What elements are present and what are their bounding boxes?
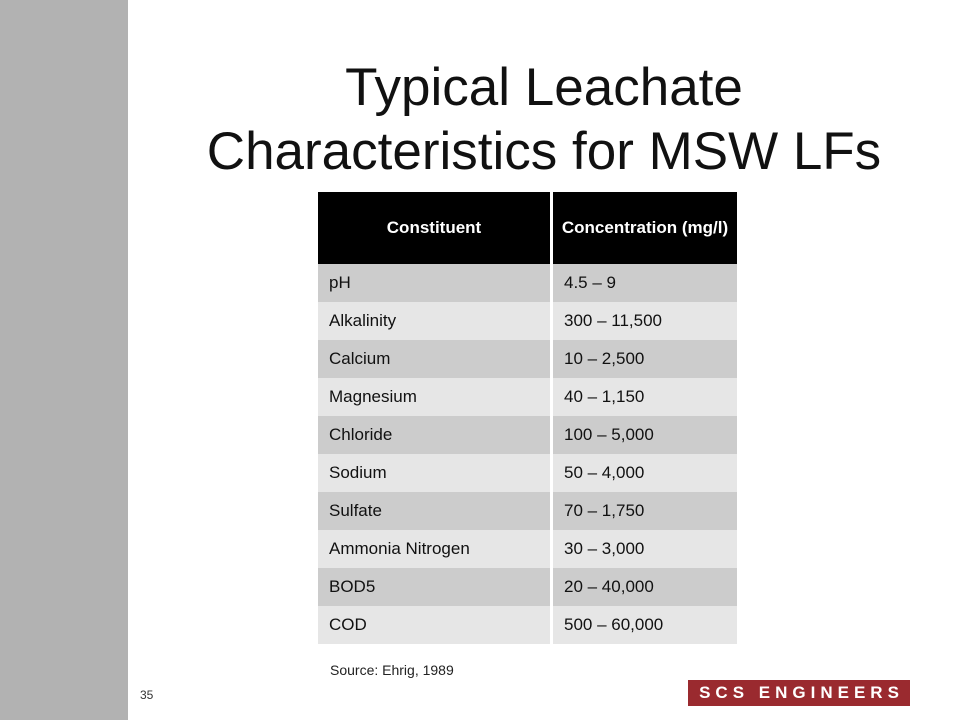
concentration-cell: 4.5 – 9 bbox=[553, 264, 737, 302]
table-row bbox=[318, 378, 737, 416]
constituent-cell: pH bbox=[318, 264, 553, 302]
leachate-table bbox=[318, 192, 737, 644]
constituent-cell: Sodium bbox=[318, 454, 553, 492]
concentration-cell: 500 – 60,000 bbox=[553, 606, 737, 644]
brand-text: SCS ENGINEERS bbox=[699, 683, 904, 702]
concentration-cell: 70 – 1,750 bbox=[553, 492, 737, 530]
concentration-cell: 40 – 1,150 bbox=[553, 378, 737, 416]
concentration-cell: 30 – 3,000 bbox=[553, 530, 737, 568]
source-citation: Source: Ehrig, 1989 bbox=[330, 662, 454, 678]
concentration-cell: 20 – 40,000 bbox=[553, 568, 737, 606]
header-concentration: Concentration (mg/l) bbox=[553, 192, 737, 264]
constituent-cell: Ammonia Nitrogen bbox=[318, 530, 553, 568]
constituent-cell: COD bbox=[318, 606, 553, 644]
constituent-cell: Calcium bbox=[318, 340, 553, 378]
table-row bbox=[318, 530, 737, 568]
sidebar-bar bbox=[0, 0, 128, 720]
table-row bbox=[318, 264, 737, 302]
table-row bbox=[318, 568, 737, 606]
concentration-cell: 300 – 11,500 bbox=[553, 302, 737, 340]
concentration-cell: 50 – 4,000 bbox=[553, 454, 737, 492]
concentration-cell: 10 – 2,500 bbox=[553, 340, 737, 378]
table-row bbox=[318, 340, 737, 378]
slide-title bbox=[128, 56, 960, 184]
constituent-cell: Sulfate bbox=[318, 492, 553, 530]
concentration-cell: 100 – 5,000 bbox=[553, 416, 737, 454]
header-constituent: Constituent bbox=[318, 192, 553, 264]
table-row bbox=[318, 492, 737, 530]
table-header-row bbox=[318, 192, 737, 264]
constituent-cell: Magnesium bbox=[318, 378, 553, 416]
slide-number: 35 bbox=[140, 688, 154, 702]
constituent-cell: Chloride bbox=[318, 416, 553, 454]
title-line-2: Characteristics for MSW LFs bbox=[206, 122, 882, 181]
constituent-cell: BOD5 bbox=[318, 568, 553, 606]
table-row bbox=[318, 302, 737, 340]
brand-logo bbox=[688, 680, 910, 706]
title-line-1: Typical Leachate bbox=[345, 58, 743, 117]
constituent-cell: Alkalinity bbox=[318, 302, 553, 340]
table-row bbox=[318, 416, 737, 454]
table-row bbox=[318, 454, 737, 492]
table-row bbox=[318, 606, 737, 644]
